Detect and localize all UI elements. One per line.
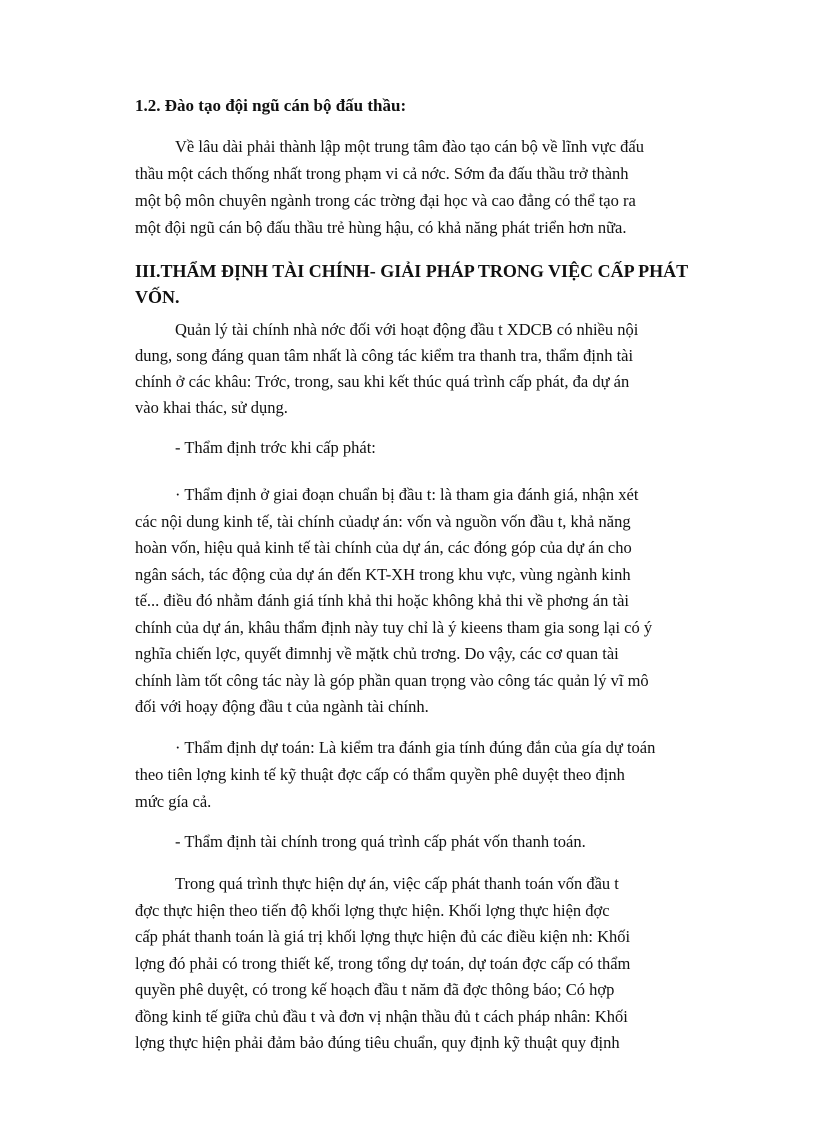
text-line: hoàn vốn, hiệu quả kinh tế tài chính của dự án, các đóng góp của dự án cho [135,538,632,557]
text-line: đồng kinh tế giữa chủ đầu t và đơn vị nhận thầu đủ t cách pháp nhân: Khối [135,1006,628,1026]
text-line: · Thẩm định ở giai đoạn chuẩn bị đầu t: là tham gia đánh giá, nhận xét [175,485,639,504]
heading-line: III.THẨM ĐỊNH TÀI CHÍNH- GIẢI PHÁP TRONG VIỆC CẤP PHÁT [135,261,689,281]
text-line: theo tiên lợng kinh tế kỹ thuật đợc cấp có thẩm quyền phê duyệt theo định [135,765,625,784]
text-line: - Thẩm định tài chính trong quá trình cấp phát vốn thanh toán. [175,832,586,851]
text-line: một đội ngũ cán bộ đấu thầu trẻ hùng hậu, có khả năng phát triển hơn nữa. [135,218,627,237]
text-line: đối với hoạy động đầu t của ngành tài chính. [135,697,429,716]
text-line: một bộ môn chuyên ngành trong các trờng đại học và cao đẳng có thể tạo ra [135,191,636,210]
text-line: Về lâu dài phải thành lập một trung tâm đào tạo cán bộ về lĩnh vực đấu [175,137,644,156]
text-line: dung, song đáng quan tâm nhất là công tác kiểm tra thanh tra, thẩm định tài [135,346,634,365]
text-line: mức gía cả. [135,792,212,811]
text-line: chính làm tốt công tác này là góp phần quan trọng vào công tác quản lý vĩ mô [135,670,649,690]
text-line: ngân sách, tác động của dự án đến KT-XH trong khu vực, vùng ngành kinh [135,564,631,584]
heading-line: VỐN. [135,287,180,307]
text-line: nghĩa chiến lợc, quyết đimnhj về mặtk chủ trơng. Do vậy, các cơ quan tài [135,644,619,663]
text-line: · Thẩm định dự toán: Là kiểm tra đánh gia tính đúng đắn của gía dự toán [175,738,656,757]
text-line: Quản lý tài chính nhà nớc đối với hoạt động đầu t XDCB có nhiều nội [175,320,639,339]
section-heading-1-2: 1.2. Đào tạo đội ngũ cán bộ đấu thầu: [135,96,407,115]
text-line: đợc thực hiện theo tiến độ khối lợng thực hiện. Khối lợng thực hiện đợc [135,900,610,920]
text-line: Trong quá trình thực hiện dự án, việc cấp phát thanh toán vốn đầu t [175,874,619,893]
text-line: - Thẩm định trớc khi cấp phát: [175,438,376,457]
text-line: lợng thực hiện phải đảm bảo đúng tiêu chuẩn, quy định kỹ thuật quy định [135,1033,620,1052]
text-line: thầu một cách thống nhất trong phạm vi cả nớc. Sớm đa đấu thầu trở thành [135,164,629,183]
text-line: chính của dự án, khâu thẩm định này tuy chỉ là ý kieens tham gia song lại có ý [135,617,653,637]
text-line: lợng đó phải có trong thiết kế, trong tổng dự toán, dự toán đợc cấp có thẩm [135,953,631,973]
text-line: tế... điều đó nhằm đánh giá tính khả thi hoặc không khả thi về phơng án tài [135,591,629,610]
text-line: vào khai thác, sử dụng. [135,398,288,417]
text-line: chính ở các khâu: Trớc, trong, sau khi kết thúc quá trình cấp phát, đa dự án [135,372,630,391]
text-line: quyền phê duyệt, có trong kế hoạch đầu t năm đã đợc thông báo; Có hợp [135,980,615,999]
text-line: cấp phát thanh toán là giá trị khối lợng thực hiện đủ các điều kiện nh: Khối [135,927,631,946]
section-heading-iii [135,258,745,310]
text-line: các nội dung kinh tế, tài chính củadự án: vốn và nguồn vốn đầu t, khả năng [135,511,631,531]
